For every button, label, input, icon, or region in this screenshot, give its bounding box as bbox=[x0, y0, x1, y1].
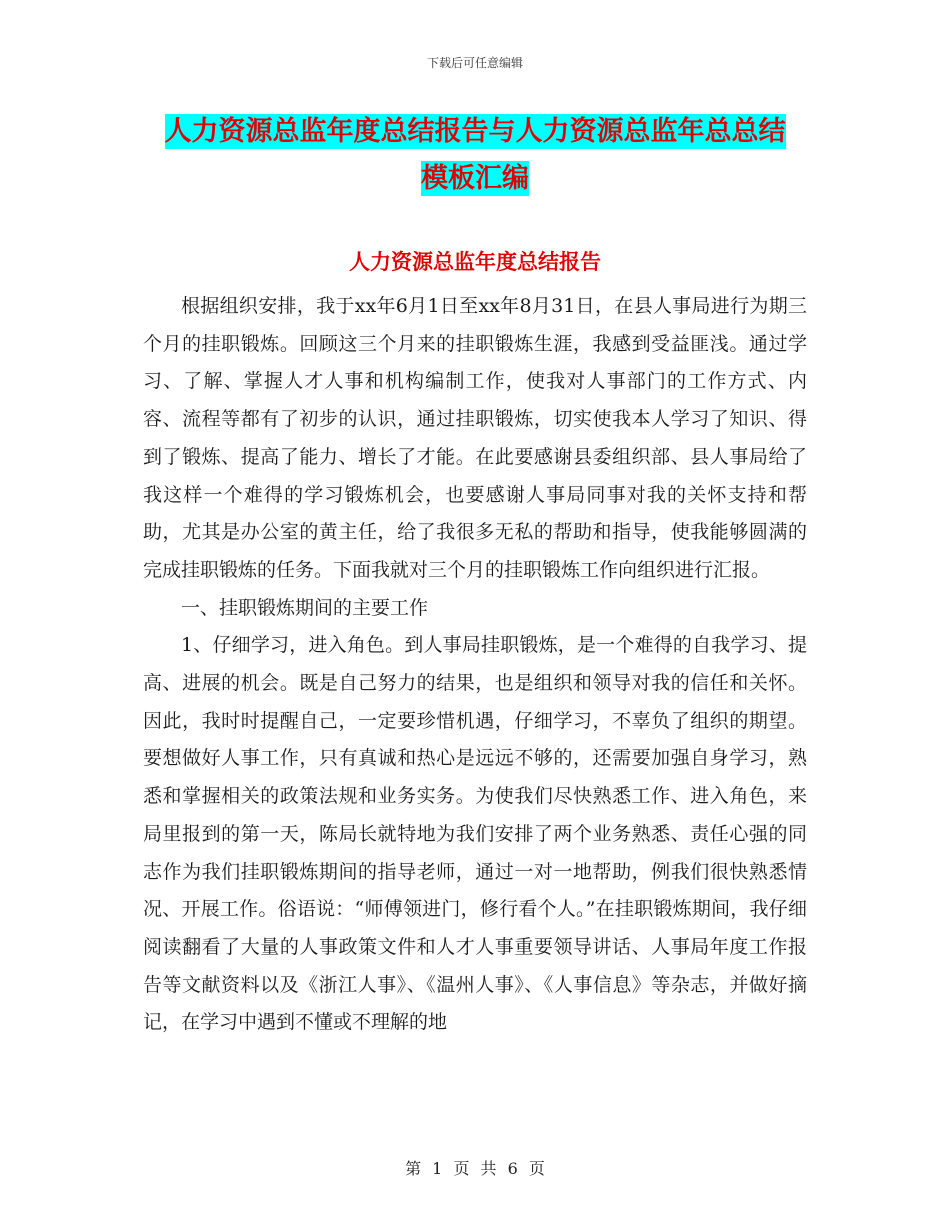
section-title: 人力资源总监年度总结报告 bbox=[349, 250, 601, 274]
page-footer: 第 1 页 共 6 页 bbox=[405, 1159, 545, 1178]
paragraph: 1、仔细学习，进入角色。到人事局挂职锻炼，是一个难得的自我学习、提高、进展的机会。既是自己努力的结果，也是组织和领导对我的信任和关怀。因此，我时时提醒自己，一定要珍惜机遇，仔细学习，不辜负了组织的期望。要想做好人事工作，只有真诚和热心是远远不够的，还需要加强自身学习，熟悉和掌握相关的政策法规和业务实务。为使我们尽快熟悉工作、进入角色，来局里报到的第一天，陈局长就特地为我们安排了两个业务熟悉、责任心强的同志作为我们挂职锻炼期间的指导老师，通过一对一地帮助，例我们很快熟悉情况、开展工作。俗语说：“师傅领进门，修行看个人。”在挂职锻炼期间，我仔细阅读翻看了大量的人事政策文件和人才人事重要领导讲话、人事局年度工作报告等文献资料以及《浙江人事》、《温州人事》、《人事信息》等杂志，并做好摘记，在学习中遇到不懂或不理解的地 bbox=[143, 634, 807, 1034]
header-note: 下载后可任意编辑 bbox=[426, 56, 523, 70]
document-title bbox=[0, 108, 950, 202]
document-title-line1: 人力资源总监年度总结报告与人力资源总监年总总结 bbox=[164, 116, 786, 147]
paragraph: 一、挂职锻炼期间的主要工作 bbox=[181, 596, 429, 619]
paragraph: 根据组织安排，我于xx年6月1日至xx年8月31日，在县人事局进行为期三个月的挂职锻炼。回顾这三个月来的挂职锻炼生涯，我感到受益匪浅。通过学习、了解、掌握人才人事和机构编制工作，使我对人事部门的工作方式、内容、流程等都有了初步的认识，通过挂职锻炼，切实使我本人学习了知识、得到了锻炼、提高了能力、增长了才能。在此要感谢县委组织部、县人事局给了我这样一个难得的学习锻炼机会，也要感谢人事局同事对我的关怀支持和帮助，尤其是办公室的黄主任，给了我很多无私的帮助和指导，使我能够圆满的完成挂职锻炼的任务。下面我就对三个月的挂职锻炼工作向组织进行汇报。 bbox=[143, 295, 807, 581]
body-text bbox=[143, 288, 807, 1042]
document-title-line2: 模板汇编 bbox=[421, 163, 529, 194]
